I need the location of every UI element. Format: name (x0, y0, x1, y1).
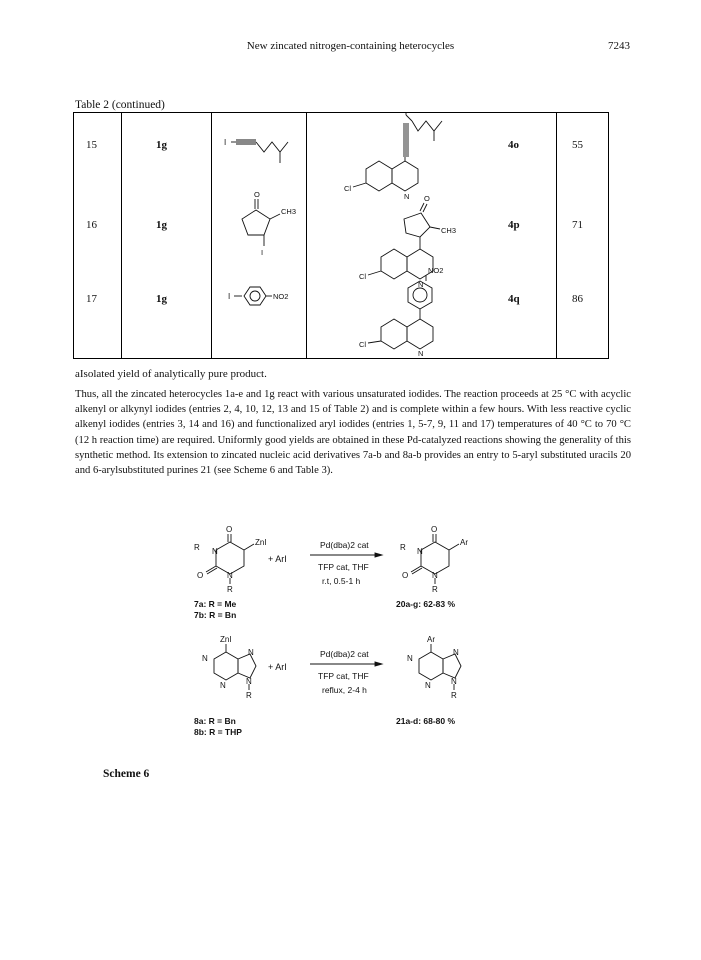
product-4q-structure (359, 266, 443, 358)
svg-text:ZnI: ZnI (220, 635, 232, 644)
svg-text:Ar: Ar (460, 538, 468, 547)
compound-label: 7b: R = Bn (194, 610, 237, 620)
svg-text:R: R (432, 585, 438, 594)
svg-text:N: N (418, 349, 424, 358)
svg-text:N: N (202, 654, 208, 663)
page-number: 7243 (608, 40, 630, 52)
svg-text:O: O (424, 194, 430, 203)
product-4o-structure (344, 113, 442, 201)
svg-text:O: O (431, 525, 438, 534)
svg-text:N: N (451, 677, 457, 686)
table-footnote: aIsolated yield of analytically pure product. (75, 368, 267, 380)
entry-number: 15 (86, 139, 97, 151)
svg-text:NO2: NO2 (273, 292, 289, 301)
svg-text:N: N (212, 547, 218, 556)
compound-label: 8a: R = Bn (194, 716, 236, 726)
svg-text:NO2: NO2 (428, 266, 444, 275)
svg-text:CH3: CH3 (281, 207, 297, 216)
purine-product-structure (407, 635, 461, 700)
product-id: 4q (508, 293, 520, 305)
svg-text:N: N (432, 571, 438, 580)
svg-text:R: R (227, 585, 233, 594)
reagent-label: + ArI (268, 662, 287, 672)
product-yield-label: 20a-g: 62-83 % (396, 599, 456, 609)
product-yield-label: 21a-d: 68-80 % (396, 716, 456, 726)
svg-text:R: R (194, 543, 200, 552)
paragraph-text: Thus, all the zincated heterocycles 1a-e and 1g react with various unsaturated iodides. The reaction proceeds at 25 °C with acyclic alkenyl or alkynyl iodides (entries 2, 4, 10, 12, 13 and 15 of Table 2) and is complete within a few hours. With less reactive cyclic alkenyl iodides (entries 3, 14 and 16) and functionalized aryl iodides (entries 1, 5-7, 9, 11 and 17) temperatures of 40 °C to 70 °C (12 h reaction time) are required. Uniformly good yields are obtained in these Pd-catalyzed reactions showing the generality of this synthetic method. Its extension to zincated nucleic acid derivatives 7a-b and 8a-b provides an entry to 5-aryl substituted uracils 20 and 6-arylsubstituted purines 21 (see Scheme 6 and Table 3). (75, 389, 631, 477)
svg-text:O: O (402, 571, 409, 580)
condition-time: r.t, 0.5-1 h (322, 576, 361, 586)
svg-text:N: N (248, 648, 254, 657)
svg-text:O: O (254, 190, 260, 199)
svg-text:N: N (417, 547, 423, 556)
table-caption: Table 2 (continued) (75, 99, 165, 111)
condition-ligand: TFP cat, THF (318, 562, 369, 572)
table-structures (74, 113, 608, 358)
svg-text:N: N (404, 192, 410, 201)
substrate-id: 1g (156, 139, 167, 151)
svg-text:CH3: CH3 (441, 226, 457, 235)
svg-text:N: N (453, 648, 459, 657)
compound-label: 8b: R = THP (194, 727, 242, 737)
svg-text:Cl: Cl (359, 272, 367, 281)
svg-text:I: I (261, 248, 264, 257)
svg-text:N: N (227, 571, 233, 580)
svg-text:Ar: Ar (427, 635, 435, 644)
entry-number: 17 (86, 293, 97, 305)
running-title: New zincated nitrogen-containing heterocycles (246, 40, 455, 52)
svg-text:R: R (451, 691, 457, 700)
svg-text:ZnI: ZnI (255, 538, 267, 547)
reagent-label: + ArI (268, 554, 287, 564)
condition-ligand: TFP cat, THF (318, 671, 369, 681)
svg-text:N: N (407, 654, 413, 663)
svg-text:N: N (418, 280, 424, 289)
cyclopentenone-iodide-structure (242, 190, 296, 257)
results-table (73, 112, 609, 359)
product-id: 4o (508, 139, 519, 151)
svg-text:N: N (220, 681, 226, 690)
svg-text:R: R (246, 691, 252, 700)
body-paragraph (75, 387, 631, 478)
alkynyl-iodide-structure (224, 138, 288, 163)
yield-value: 86 (572, 293, 583, 305)
svg-text:O: O (226, 525, 233, 534)
substrate-id: 1g (156, 293, 167, 305)
compound-label: 7a: R = Me (194, 599, 237, 609)
uracil-product-structure (400, 525, 468, 594)
svg-text:N: N (425, 681, 431, 690)
iodine-label: I (224, 138, 227, 147)
yield-value: 55 (572, 139, 583, 151)
scheme-6-diagram (160, 520, 540, 745)
product-id: 4p (508, 219, 520, 231)
condition-catalyst: Pd(dba)2 cat (320, 649, 369, 659)
uracil-start-structure (194, 525, 267, 594)
purine-start-structure (202, 635, 256, 700)
yield-value: 71 (572, 219, 583, 231)
svg-text:O: O (197, 571, 204, 580)
svg-text:Cl: Cl (344, 184, 352, 193)
substrate-id: 1g (156, 219, 167, 231)
condition-time: reflux, 2-4 h (322, 685, 367, 695)
iodonitrobenzene-structure (228, 287, 288, 305)
scheme-label: Scheme 6 (103, 768, 150, 780)
svg-text:N: N (246, 677, 252, 686)
condition-catalyst: Pd(dba)2 cat (320, 540, 369, 550)
svg-text:R: R (400, 543, 406, 552)
svg-text:Cl: Cl (359, 340, 367, 349)
entry-number: 16 (86, 219, 97, 231)
svg-text:I: I (228, 292, 231, 301)
